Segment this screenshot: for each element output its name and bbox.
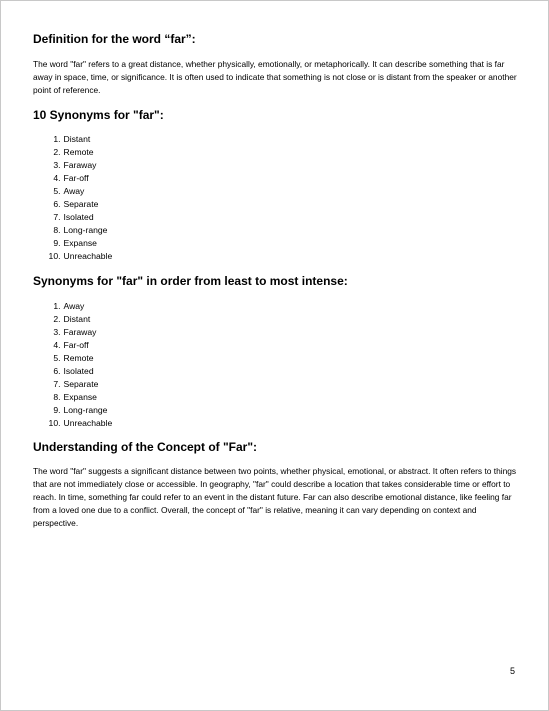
list-item	[53, 339, 520, 352]
list-number: 9.	[53, 238, 61, 248]
list-item-label: Unreachable	[63, 418, 113, 428]
list-item-label: Faraway	[63, 160, 97, 170]
list-item-label: Remote	[63, 353, 94, 363]
list-item	[53, 133, 520, 146]
list-item	[53, 378, 520, 391]
list-item	[53, 326, 520, 339]
list-item	[48, 250, 520, 263]
list-item	[53, 365, 520, 378]
list-number: 3.	[53, 327, 61, 337]
synonyms-list	[33, 133, 519, 263]
list-item	[53, 300, 520, 313]
list-item-label: Distant	[63, 134, 91, 144]
list-number: 8.	[53, 392, 61, 402]
understanding-heading: Understanding of the Concept of "Far":	[33, 440, 258, 454]
understanding-paragraph: The word "far" suggests a significant distance between two points, whether physical, emotional, or abstract. It often refers to things that are not immediately close or accessible. In geography, "far" could describe a location that takes considerable time or effort to reach. In time, something far could refer to an event in the distant future. Far can also describe emotional distance, like feeling far from a loved one due to a conflict. Overall, the concept of "far" is relative, meaning it can vary depending on context and perspective.	[33, 466, 517, 528]
list-number: 1.	[53, 134, 61, 144]
list-item-label: Unreachable	[63, 251, 113, 261]
list-item	[53, 185, 520, 198]
page-number: 5	[510, 666, 516, 676]
definition-paragraph: The word "far" refers to a great distance, whether physically, emotionally, or metaphorically. It can describe something that is far away in space, time, or significance. It is often used to indicate that something is not close or is distant from the speaker or another point of reference.	[33, 59, 517, 95]
intensity-heading: Synonyms for "far" in order from least to most intense:	[33, 274, 348, 288]
list-item	[53, 224, 520, 237]
list-number: 10.	[48, 418, 61, 428]
list-item-label: Long-range	[63, 405, 108, 415]
list-number: 4.	[53, 340, 61, 350]
list-item	[53, 159, 520, 172]
list-item-label: Long-range	[63, 225, 108, 235]
synonyms-heading: 10 Synonyms for "far":	[33, 108, 164, 122]
list-item-label: Far-off	[63, 173, 89, 183]
list-item-label: Remote	[63, 147, 94, 157]
list-item	[53, 313, 520, 326]
list-item	[53, 404, 520, 417]
list-item-label: Away	[63, 301, 85, 311]
list-number: 2.	[53, 314, 61, 324]
list-item	[53, 146, 520, 159]
list-item	[53, 211, 520, 224]
list-number: 1.	[53, 301, 61, 311]
list-number: 7.	[53, 379, 61, 389]
list-number: 3.	[53, 160, 61, 170]
list-item-label: Separate	[63, 199, 99, 209]
list-item-label: Distant	[63, 314, 91, 324]
list-item-label: Expanse	[63, 392, 97, 402]
list-number: 6.	[53, 366, 61, 376]
list-item-label: Expanse	[63, 238, 97, 248]
list-item	[53, 391, 520, 404]
list-item-label: Far-off	[63, 340, 89, 350]
definition-heading: Definition for the word “far”:	[33, 32, 196, 46]
list-number: 7.	[53, 212, 61, 222]
list-item-label: Faraway	[63, 327, 97, 337]
list-item	[53, 198, 520, 211]
list-number: 5.	[53, 186, 61, 196]
list-item-label: Away	[63, 186, 85, 196]
list-number: 5.	[53, 353, 61, 363]
list-number: 4.	[53, 173, 61, 183]
list-item	[48, 417, 520, 430]
list-item-label: Isolated	[63, 212, 94, 222]
list-number: 6.	[53, 199, 61, 209]
list-number: 8.	[53, 225, 61, 235]
list-number: 10.	[48, 251, 61, 261]
list-number: 2.	[53, 147, 61, 157]
list-number: 9.	[53, 405, 61, 415]
list-item	[53, 352, 520, 365]
list-item-label: Separate	[63, 379, 99, 389]
page-content	[33, 31, 519, 530]
list-item	[53, 237, 520, 250]
list-item	[53, 172, 520, 185]
intensity-list	[33, 300, 519, 430]
list-item-label: Isolated	[63, 366, 94, 376]
